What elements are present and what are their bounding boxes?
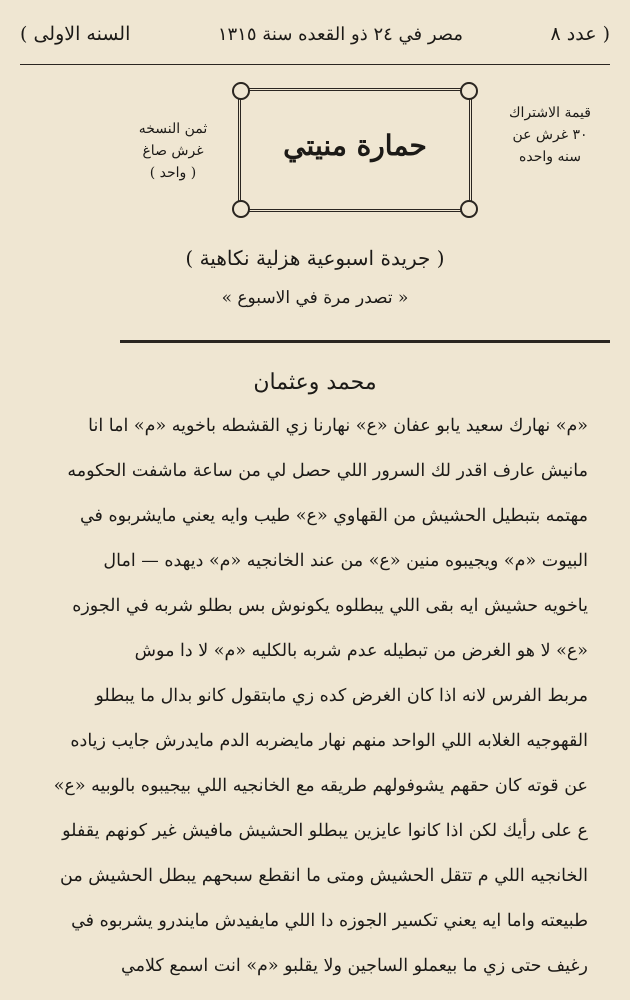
copy-price-info bbox=[118, 118, 228, 184]
copy-price-unit: ( واحد ) bbox=[149, 165, 197, 181]
body-line: الخانجيه اللي م تتقل الحشيش ومتى ما انقطع سبحهم يبطل الحشيش من bbox=[60, 866, 588, 886]
article-body bbox=[40, 404, 588, 989]
subscription-label: قيمة الاشتراك bbox=[509, 105, 591, 121]
issue-number: ( عدد ٨ bbox=[550, 23, 610, 45]
publication-year: السنه الاولى ) bbox=[20, 23, 131, 45]
issue-header bbox=[20, 4, 610, 65]
body-line: «م» نهارك سعيد يابو عفان «ع» نهارنا زي القشطه باخويه «م» اما انا bbox=[88, 416, 588, 436]
body-line: البيوت «م» ويجيبوه منين «ع» من عند الخانجيه «م» ديهده — امال bbox=[103, 551, 588, 571]
ornament-icon bbox=[232, 200, 250, 218]
body-line: مهتمه بتبطيل الحشيش من القهاوي «ع» طيب وايه يعني مايشربوه في bbox=[79, 506, 588, 526]
body-line: طبيعته واما ايه يعني تكسير الجوزه دا اللي مايفيدش مايندرو يشربوه في bbox=[71, 911, 588, 931]
body-line: «ع» لا هو الغرض من تبطيله عدم شربه بالكليه «م» لا دا موش bbox=[134, 641, 588, 661]
ornament-icon bbox=[460, 200, 478, 218]
body-line: القهوجيه الغلابه اللي الواحد منهم نهار مايضربه الدم مايدرش جايب زياده bbox=[70, 731, 588, 751]
publication-frequency: « تصدر مرة في الاسبوع » bbox=[221, 288, 409, 308]
body-line: رغيف حتى زي ما بيعملو الساجين ولا يقلبو «م» انت اسمع كلامي bbox=[121, 956, 588, 976]
subscription-price: ٣٠ غرش عن bbox=[512, 127, 588, 143]
masthead-title: حمارة منيتي bbox=[283, 129, 427, 162]
masthead-frame bbox=[238, 88, 472, 212]
body-line: مربط الفرس لانه اذا كان الغرض كده زي مابتقول كانو بدال ما يبطلو bbox=[95, 686, 588, 706]
copy-price-amount: غرش صاغ bbox=[142, 143, 204, 159]
ornament-icon bbox=[232, 82, 250, 100]
article-title: محمد وعثمان bbox=[253, 370, 377, 395]
subscription-info bbox=[486, 102, 614, 168]
body-line: مانيش عارف اقدر لك السرور اللي حصل لي من ساعة ماشفت الحكومه bbox=[67, 461, 588, 481]
issue-date: مصر في ٢٤ ذو القعده سنة ١٣١٥ bbox=[217, 23, 464, 45]
body-line: ع على رأيك لكن اذا كانوا عايزين يبطلو الحشيش مافيش غير كونهم يقفلو bbox=[62, 821, 588, 841]
copy-price-label: ثمن النسخه bbox=[138, 121, 208, 137]
subscription-period: سنه واحده bbox=[519, 149, 581, 165]
divider-rule bbox=[120, 340, 610, 343]
ornament-icon bbox=[460, 82, 478, 100]
newspaper-subtitle: ( جريدة اسبوعية هزلية نكاهية ) bbox=[185, 246, 445, 270]
body-line: ياخويه حشيش ايه بقى اللي يبطلوه يكونوش بس بطلو شربه في الجوزه bbox=[72, 596, 588, 616]
body-line: عن قوته كان حقهم يشوفولهم طريقه مع الخانجيه اللي بيجيبوه بالوبيه «ع» bbox=[53, 776, 588, 796]
